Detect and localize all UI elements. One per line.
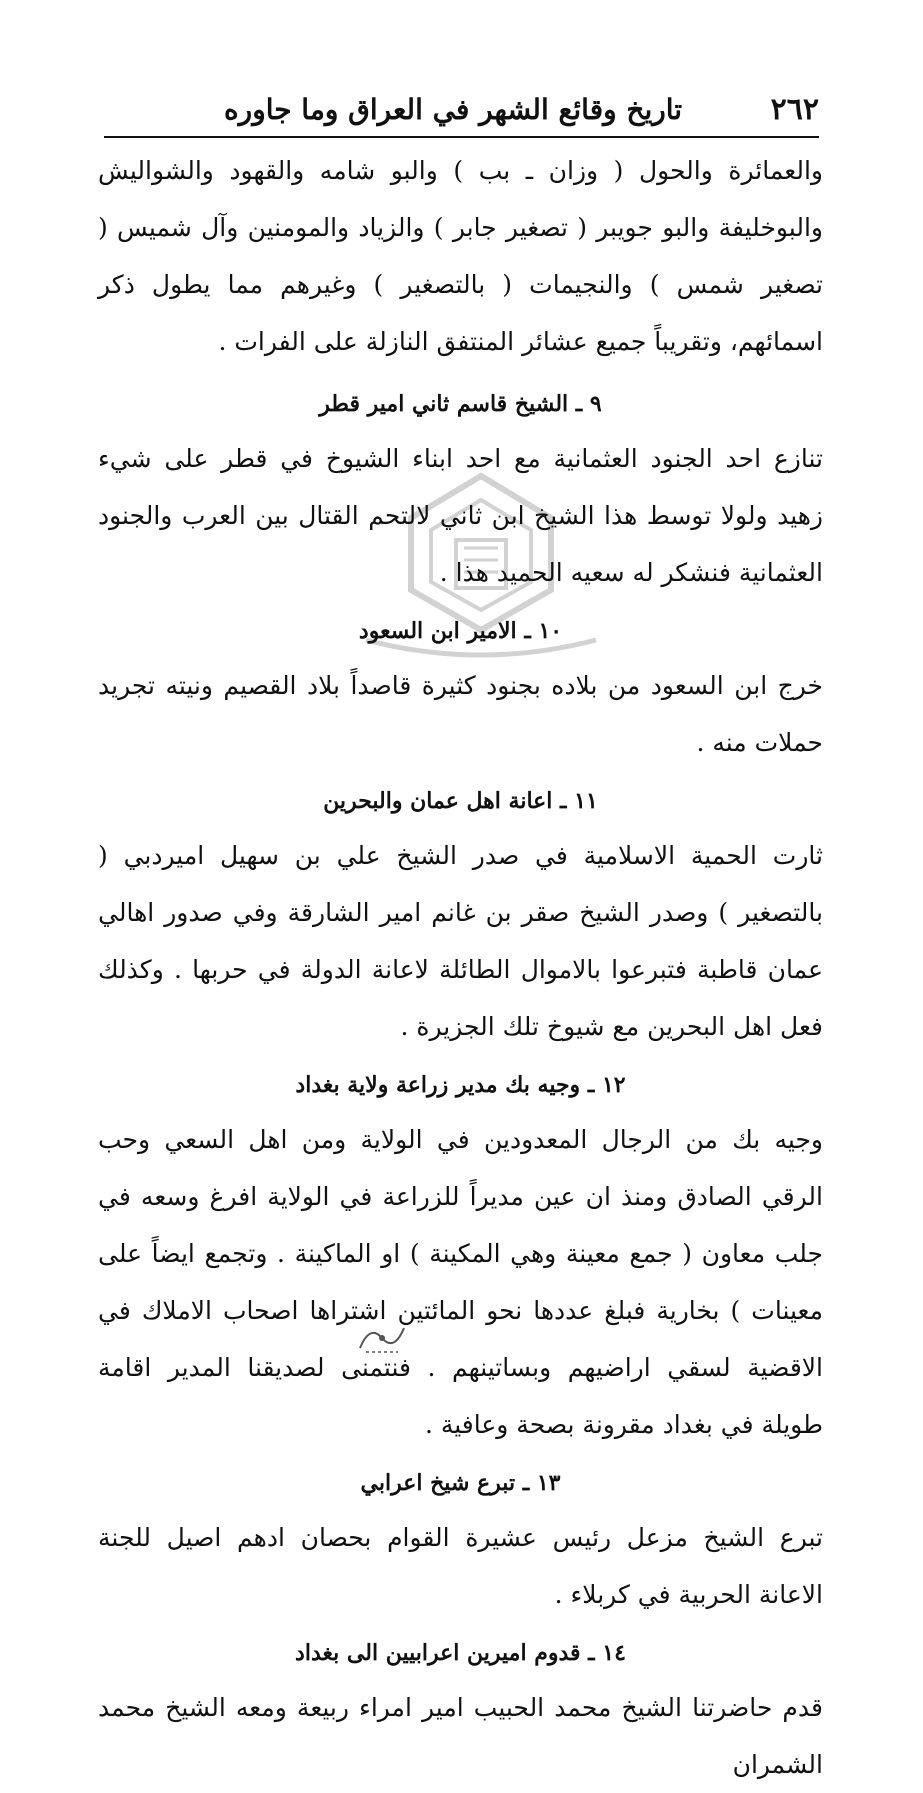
section-paragraph: قدم حاضرتنا الشيخ محمد الحبيب امير امراء ربيعة ومعه الشيخ محمد الشمران [98,1693,823,1779]
page-header [104,86,819,132]
section-heading: ١٢ ـ وجيه بك مدير زراعة ولاية بغداد [295,1072,626,1098]
section-heading: ٩ ـ الشيخ قاسم ثاني امير قطر [319,391,602,417]
section-paragraph: تنازع احد الجنود العثمانية مع احد ابناء الشيوخ في قطر على شيء زهيد ولولا توسط هذا الشيخ ابن ثاني لالتحم القتال بين العرب والجنود العثمانية فنشكر له سعيه الحميد هذا . [98,444,823,587]
section-paragraph: خرج ابن السعود من بلاده بجنود كثيرة قاصداً بلاد القصيم ونيته تجريد حملات منه . [98,671,823,757]
section-paragraph: ثارت الحمية الاسلامية في صدر الشيخ علي بن سهيل اميردبي ( بالتصغير ) وصدر الشيخ صقر بن غانم امير الشارقة وفي صدور اهالي عمان قاطبة فتبرعوا بالاموال الطائلة لاعانة الدولة في حربها . وكذلك فعل اهل البحرين مع شيوخ تلك الجزيرة . [98,841,823,1041]
page-number: ٢٦٢ [770,91,819,127]
section-paragraph: وجيه بك من الرجال المعدودين في الولاية ومن اهل السعي وحب الرقي الصادق ومنذ ان عين مديراً للزراعة في الولاية افرغ وسعه في جلب معاون ( جمع معينة وهي المكينة ) او الماكينة . وتجمع ايضاً على معينات ) بخارية فبلغ عددها نحو المائتين اشتراها اصحاب الاملاك في الاقضية لسقي اراضيهم وبساتينهم . فنتمنى لصديقنا المدير اقامة طويلة في بغداد مقرونة بصحة وعافية . [98,1125,823,1439]
section-paragraph: تبرع الشيخ مزعل رئيس عشيرة القوام بحصان ادهم اصيل للجنة الاعانة الحربية في كربلاء . [98,1523,823,1609]
intro-paragraph: والعمائرة والحول ( وزان ـ بب ) والبو شامه والقهود والشواليش والبوخليفة والبو جويبر ( تصغير جابر ) والزياد والمومنين وآل شميس ( تصغير شمس ) والنجيمات ( بالتصغير ) وغيرهم مما يطول ذكر اسمائهم، وتقريباً جميع عشائر المنتفق النازلة على الفرات . [98,156,823,356]
page-body [98,142,823,1793]
running-title: تاريخ وقائع الشهر في العراق وما جاوره [224,92,683,126]
ornament-icon [352,1318,412,1358]
section-heading: ١٣ ـ تبرع شيخ اعرابي [360,1470,561,1496]
section-heading: ١٠ ـ الامير ابن السعود [358,618,563,644]
section-heading: ١١ ـ اعانة اهل عمان والبحرين [323,788,598,814]
section-heading: ١٤ ـ قدوم اميرين اعرابيين الى بغداد [295,1640,626,1666]
header-rule [104,136,819,138]
